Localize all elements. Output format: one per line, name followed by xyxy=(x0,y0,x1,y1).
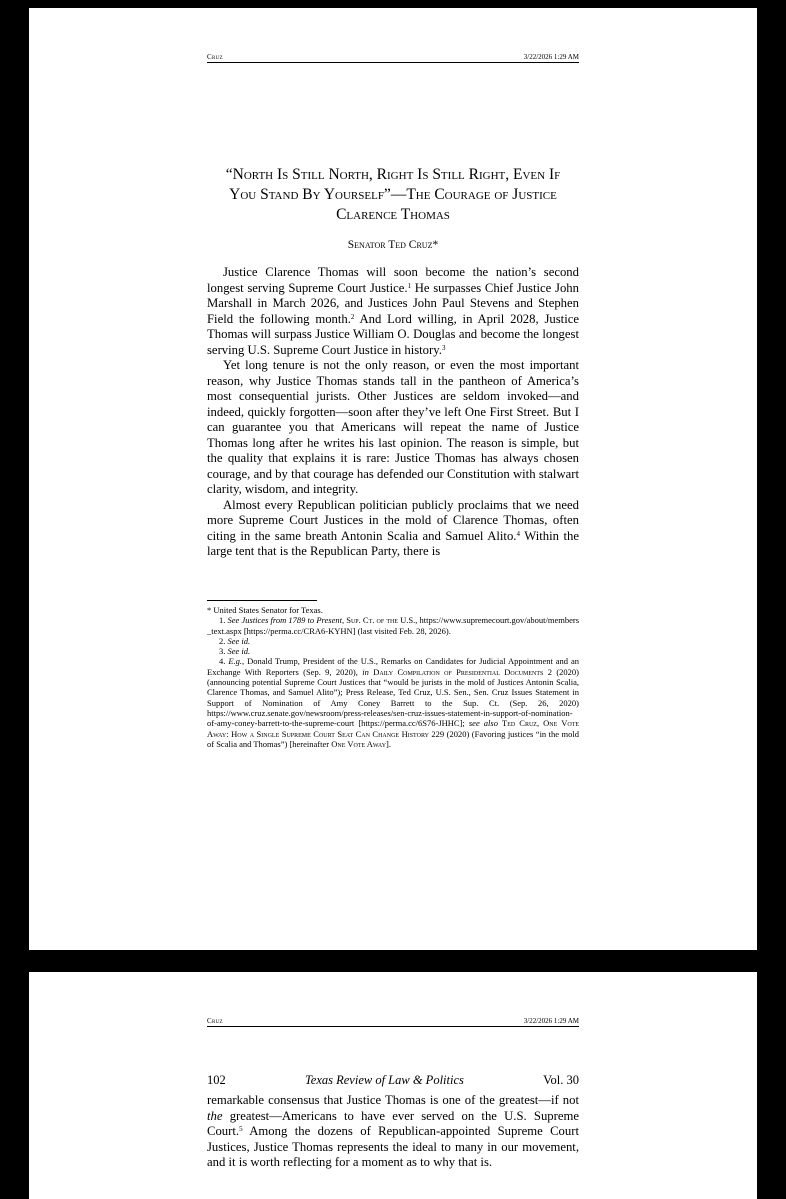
footnotes xyxy=(207,605,579,749)
text-run: Almost every Republican politician publicly proclaims that we need more Supreme Court Justices in the mold of Clarence Thomas, often citing in the same breath Antonin Scalia and Samuel Alito. xyxy=(207,497,579,543)
title-line: You Stand By Yourself”—The Courage of Justice xyxy=(229,186,557,203)
document-page-1 xyxy=(29,8,757,950)
footnote-text: 2 (2020) (announcing potential Supreme Court Justices that “would be jurists in the mold of Justices Antonin Scalia, Clarence Thomas, and Samuel Alito”); Press Release, Ted Cruz, U.S. Sen., Sen. Cruz Issues Statement in Support of Nomination of Amy Coney Barrett to the Sup. Ct. (Sep. 26, 2020) https://www.cruz.senate.gov/newsroom/press-releases/sen-cruz-issues-statement-in-support-of-nomination-of-amy-coney-barrett-to-the-supreme-court [https://perma.cc/6S76-JHHC]; xyxy=(207,666,580,729)
footnote-text: See id. xyxy=(227,646,251,657)
article-title xyxy=(207,165,579,225)
header-timestamp: 3/22/2026 1:29 AM xyxy=(523,1017,579,1025)
header-timestamp: 3/22/2026 1:29 AM xyxy=(523,53,579,61)
source-name: Ted Cruz, One Vote Away: How a Single Supreme Court Seat Can Change History xyxy=(207,718,580,739)
footnote-number: 2. xyxy=(219,635,226,646)
footnote-2 xyxy=(207,636,579,646)
source-name: Sup. Ct. of the U.S. xyxy=(346,615,416,626)
volume: Vol. 30 xyxy=(543,1073,579,1087)
footnote-text: 229 (2020) (Favoring justices “in the mold of Scalia and Thomas”) [hereinafter xyxy=(207,728,580,749)
document-page-2 xyxy=(29,972,757,1199)
footnote-number: 3. xyxy=(219,646,226,657)
source-name: Daily Compilation of Presidential Documents xyxy=(373,666,544,677)
footnote-text: See id. xyxy=(227,635,251,646)
paragraph: Yet long tenure is not the only reason, or even the most important reason, why Justice Thomas stands tall in the pantheon of America’s most consequential jurists. Other Justices are seldom invoked—and indeed, quickly forgotten—soon after they’ve left One First Street. But I can guarantee you that Americans will repeat the name of Justice Thomas long after he writes his last opinion. The reason is simple, but the quality that explains it is rare: Justice Thomas has always chosen courage, and by that courage has defended our Constitution with stalwart clarity, wisdom, and integrity. xyxy=(207,358,579,496)
footnote-ref[interactable]: 3 xyxy=(441,343,446,352)
text-run: Within the large tent that is the Republican Party, there is xyxy=(207,528,579,558)
signal: See xyxy=(227,615,240,626)
header-author: Cruz xyxy=(207,1017,223,1025)
footnote-1: 1. See Justices from 1789 to Present, Sup. Ct. of the U.S., https://www.supremecourt.gov/about/members_text.aspx [https://perma.cc/CRA6-KYHN] (last visited Feb. 28, 2026). xyxy=(207,615,580,636)
paragraph xyxy=(207,1093,579,1171)
footnote-4 xyxy=(207,656,579,749)
footnote-number: 1. xyxy=(219,615,226,626)
page-header xyxy=(207,53,579,63)
footnote-ref[interactable]: 1 xyxy=(407,281,412,290)
text-run: He surpasses Chief Justice John Marshall in March 2026, and Justices John Paul Stevens and Stephen Field the following month. xyxy=(207,280,579,326)
footnote-number: 4. xyxy=(219,656,226,667)
footnote-star: * United States Senator for Texas. xyxy=(207,605,323,615)
header-author: Cruz xyxy=(207,53,223,61)
footnote-text: , Donald Trump, President of the U.S., Remarks on Candidates for Judicial Appointment and an Exchange With Reporters (Sep. 9, 2020), xyxy=(207,656,580,677)
signal: see also xyxy=(468,718,498,729)
byline: Senator Ted Cruz* xyxy=(347,239,439,251)
short-form: One Vote Away xyxy=(331,738,387,749)
emphasis: the xyxy=(207,1108,223,1123)
perma-link[interactable]: [https://perma.cc/CRA6-KYHN] (last visited Feb. 28, 2026). xyxy=(243,625,451,636)
paragraph xyxy=(207,498,579,560)
paragraph xyxy=(207,265,579,358)
title-line: “North Is Still North, Right Is Still Right, Even If xyxy=(225,166,561,183)
signal: E.g. xyxy=(228,656,243,667)
page-number: 102 xyxy=(207,1073,226,1087)
page-header xyxy=(207,1017,579,1027)
article-body xyxy=(207,1093,579,1171)
journal-title: Texas Review of Law & Politics xyxy=(304,1073,464,1087)
text-run: remarkable consensus that Justice Thomas is one of the greatest—if not xyxy=(207,1093,579,1107)
footnote-divider xyxy=(207,600,317,601)
article-body xyxy=(207,265,579,560)
footnote-text: ]. xyxy=(386,738,392,749)
text-run: greatest—Americans to have ever served on the U.S. Supreme Court. xyxy=(207,1108,579,1138)
text-run: And Lord willing, in April 2028, Justice Thomas will surpass Justice William O. Douglas and become the longest serving U.S. Supreme Court Justice in history. xyxy=(207,311,579,357)
footnote-ref[interactable]: 5 xyxy=(239,1125,243,1133)
signal: in xyxy=(362,666,369,677)
running-head xyxy=(207,1073,579,1088)
source-title: Justices from 1789 to Present xyxy=(241,615,342,626)
text-run: Justice Clarence Thomas will soon become the nation’s second longest serving Supreme Court Justice. xyxy=(207,265,579,295)
footnote-ref[interactable]: 2 xyxy=(350,312,355,321)
title-line: Clarence Thomas xyxy=(336,206,450,223)
footnote-link[interactable]: https://www.supremecourt.gov/about/members_text.aspx xyxy=(207,615,580,636)
footnote-3 xyxy=(207,646,579,656)
footnote-ref[interactable]: 4 xyxy=(516,529,520,538)
text-run: Among the dozens of Republican-appointed Supreme Court Justices, Justice Thomas represents the ideal to many in our movement, and it is worth reflecting for a moment as to why that is. xyxy=(207,1124,579,1169)
